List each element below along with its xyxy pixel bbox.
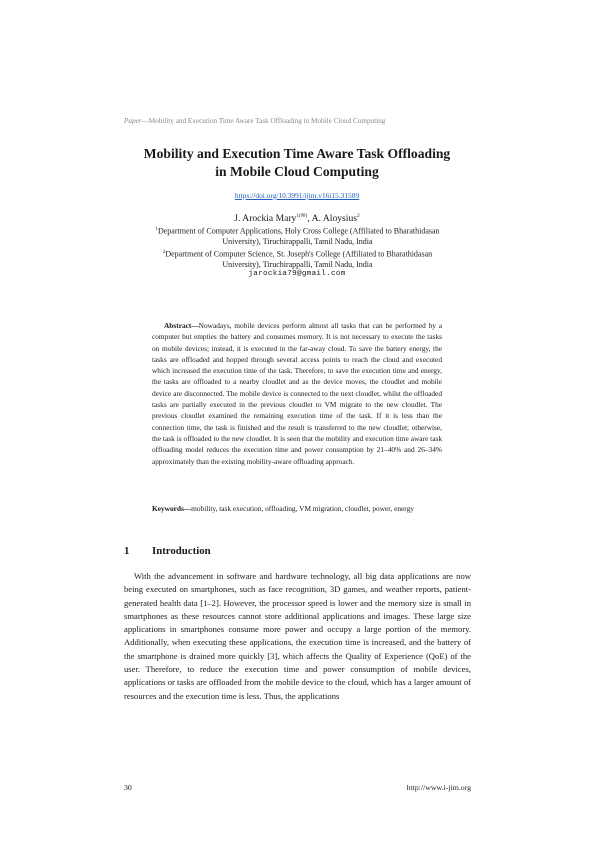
affiliation-2-text: Department of Computer Science, St. Joseph's College (Affiliated to Bharathidasan University), Tiruchirappalli, Tamil Nadu, India — [165, 249, 433, 270]
section-heading — [124, 545, 211, 557]
doi-link[interactable]: https://doi.org/10.3991/ijim.v16i15.31589 — [234, 191, 360, 200]
abstract-lead: Abstract— — [164, 321, 199, 330]
corresponding-email[interactable]: jarockia79@gmail.com — [248, 270, 346, 278]
author-separator: , — [307, 213, 312, 225]
affiliation-1-mark: 1 — [155, 227, 158, 232]
paper-title-line-1: Mobility and Execution Time Aware Task Offloading — [143, 146, 451, 161]
author-1-marks: 1(✉) — [296, 213, 308, 219]
paper-title — [97, 145, 497, 181]
section-title: Introduction — [152, 545, 211, 557]
footer-url[interactable]: http://www.i-jim.org — [406, 783, 471, 792]
affiliation-1 — [150, 225, 445, 248]
affiliation-2 — [150, 248, 445, 271]
keywords-lead: Keywords— — [152, 504, 192, 513]
paper-title-line-2: in Mobile Cloud Computing — [215, 164, 379, 179]
author-list — [97, 213, 497, 224]
running-header — [124, 117, 385, 125]
author-name-1: J. Arockia Mary — [234, 213, 297, 225]
abstract — [152, 320, 442, 467]
section-number: 1 — [124, 545, 130, 557]
author-name-2: A. Aloysius — [311, 213, 357, 225]
intro-paragraph: With the advancement in software and hardware technology, all big data applications are now being executed on smartphones, such as face recognition, 3D games, and weather reports, patient-generated health data [1–2]. However, the processor speed is lower and the memory size is small in smartphones as these resources cannot store additional applications and images. These large size applications in smartphones consume more power and occupy a large portion of the memory. Additionally, when executing these applications, the execution time is increased, and the battery of the smartphone is drained more quickly [3], which affects the Quality of Experience (QoE) of the user. Therefore, to reduce the execution time and power consumption of mobile devices, applications or tasks are offloaded from the mobile device to the cloud, which has a larger amount of resources and the execution time is less. Thus, the applications — [124, 571, 471, 701]
abstract-text: Nowadays, mobile devices perform almost all tasks that can be performed by a computer but empties the battery and consumes memory. It is not necessary to execute the tasks on mobile devices; instead, it is executed in the far-away cloud. To save the battery energy, the tasks are offloaded and hopped through several access points to reach the cloud and executed which increased the execution time of the task. Therefore, to save the execution time and energy, the tasks are offloaded to a nearby cloudlet and as the device moves, the cloudlet and mobile device are disconnected. The mobile device is connected to the next cloudlet, whilst the offloaded tasks are partially executed in the previous cloudlet to VM migrate to the new cloudlet. The previous cloudlet examined the remaining execution time of the task. If it is less than the connection time, the task is finished and the result is transferred to the new cloudlet; otherwise, the task is offloaded to the new cloudlet. It is seen that the mobility and execution time aware task offloading model reduces the execution time and power consumption by 21–40% and 26–34% approximately than the existing mobility-aware offloading approach. — [152, 321, 442, 466]
author-2-marks: 2 — [356, 213, 360, 219]
page-number: 30 — [124, 783, 132, 792]
affiliation-2-mark: 2 — [162, 250, 166, 255]
keywords-text: mobility, task execution, offloading, VM migration, cloudlet, power, energy — [191, 504, 414, 513]
keywords — [152, 503, 442, 514]
running-header-title: —Mobility and Execution Time Aware Task Offloading in Mobile Cloud Computing — [141, 117, 386, 125]
running-header-label: Paper — [124, 117, 142, 125]
affiliation-1-text: Department of Computer Applications, Holy Cross College (Affiliated to Bharathidasan University), Tiruchirappalli, Tamil Nadu, India — [157, 226, 440, 247]
